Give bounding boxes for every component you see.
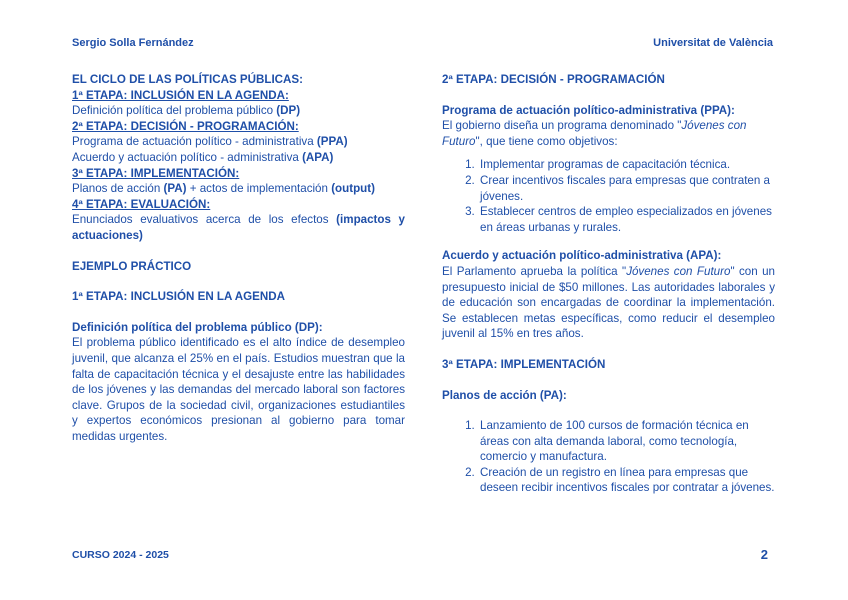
stage4-bold: (impactos y actuaciones) <box>72 213 405 242</box>
header-author: Sergio Solla Fernández <box>72 37 194 49</box>
stage3-text1: Planos de acción <box>72 182 164 196</box>
list-item: 1. Lanzamiento de 100 cursos de formación técnica en áreas con alta demanda laboral, como tecnología, comercio y manufactura. <box>478 418 775 465</box>
stage3-bold2: (output) <box>331 182 375 196</box>
stage2-line1-text: Programa de actuación político - administrativa <box>72 135 317 149</box>
dp-heading: Definición política del problema público (DP): <box>72 320 323 334</box>
stage2-line2-bold: (APA) <box>302 150 334 164</box>
stage2-line2 <box>72 150 405 166</box>
example-stage1-title: 1ª ETAPA: INCLUSIÓN EN LA AGENDA <box>72 290 285 304</box>
pa-list <box>442 418 775 496</box>
header-university: Universitat de València <box>653 37 773 49</box>
ppa-list <box>442 157 775 235</box>
apa-heading: Acuerdo y actuación político-administrativa (APA): <box>442 249 722 263</box>
stage3-bold1: (PA) <box>163 182 187 196</box>
ppa-heading: Programa de actuación político-administrativa (PPA): <box>442 103 735 117</box>
right-stage3-title: 3ª ETAPA: IMPLEMENTACIÓN <box>442 357 606 371</box>
pa-heading: Planos de acción (PA): <box>442 388 567 402</box>
stage2-line1 <box>72 134 405 150</box>
stage1-bold: (DP) <box>276 104 301 118</box>
right-stage2-title: 2ª ETAPA: DECISIÓN - PROGRAMACIÓN <box>442 73 665 86</box>
list-item: 2. Creación de un registro en línea para empresas que deseen recibir incentivos fiscales por contratar a jóvenes. <box>478 465 775 496</box>
apa-text <box>442 264 775 342</box>
dp-text: El problema público identificado es el alto índice de desempleo juvenil, que alcanza el 25% en el país. Estudios muestran que la falta de capacitación técnica y el desajuste entre las habilidades de los jóvenes y las demandas del mercado laboral son factores clave. Grupos de la sociedad civil, organizaciones estudiantiles y expertos económicos presionan al gobierno para tomar medidas urgentes. <box>72 336 405 443</box>
list-item: 1. Implementar programas de capacitación técnica. <box>478 157 775 173</box>
stage4-title: 4ª ETAPA: EVALUACIÓN: <box>72 197 211 211</box>
stage4-text: Enunciados evaluativos acerca de los efectos <box>72 213 337 227</box>
stage3-text2: + actos de implementación <box>186 182 332 196</box>
stage2-line2-text: Acuerdo y actuación político - administrativa <box>72 150 303 164</box>
page-number: 2 <box>760 547 768 562</box>
cycle-title: EL CICLO DE LAS POLÍTICAS PÚBLICAS: <box>72 73 304 86</box>
apa-text-2: " con un presupuesto inicial de $50 millones. Las autoridades laborales y de educación son encargadas de coordinar la implementación. Se establecen metas específicas, como reducir el desempleo juvenil al 15% en tres años. <box>442 264 776 341</box>
stage2-line1-bold: (PPA) <box>316 135 348 149</box>
apa-text-italic: Jóvenes con Futuro <box>626 264 731 278</box>
list-item: 2. Crear incentivos fiscales para empresas que contraten a jóvenes. <box>478 173 775 204</box>
list-item: 3. Establecer centros de empleo especializados en jóvenes en áreas urbanas y rurales. <box>478 204 775 235</box>
apa-text-1: El Parlamento aprueba la política " <box>442 264 627 278</box>
stage1-text: Definición política del problema público <box>72 104 277 118</box>
ppa-intro-1: El gobierno diseña un programa denominado " <box>442 119 682 133</box>
stage3-line <box>72 181 405 197</box>
stage1-line <box>72 103 405 119</box>
ppa-intro <box>442 118 775 149</box>
example-title: EJEMPLO PRÁCTICO <box>72 259 192 273</box>
stage4-line <box>72 212 405 243</box>
stage2-title: 2ª ETAPA: DECISIÓN - PROGRAMACIÓN: <box>72 119 299 133</box>
ppa-intro-italic: Jóvenes con Futuro <box>442 119 747 148</box>
right-column <box>442 72 775 496</box>
stage1-title: 1ª ETAPA: INCLUSIÓN EN LA AGENDA: <box>72 88 289 102</box>
ppa-intro-2: ", que tiene como objetivos: <box>475 134 618 148</box>
left-column <box>72 72 405 444</box>
footer-course: CURSO 2024 - 2025 <box>72 549 169 561</box>
stage3-title: 3ª ETAPA: IMPLEMENTACIÓN: <box>72 166 240 180</box>
